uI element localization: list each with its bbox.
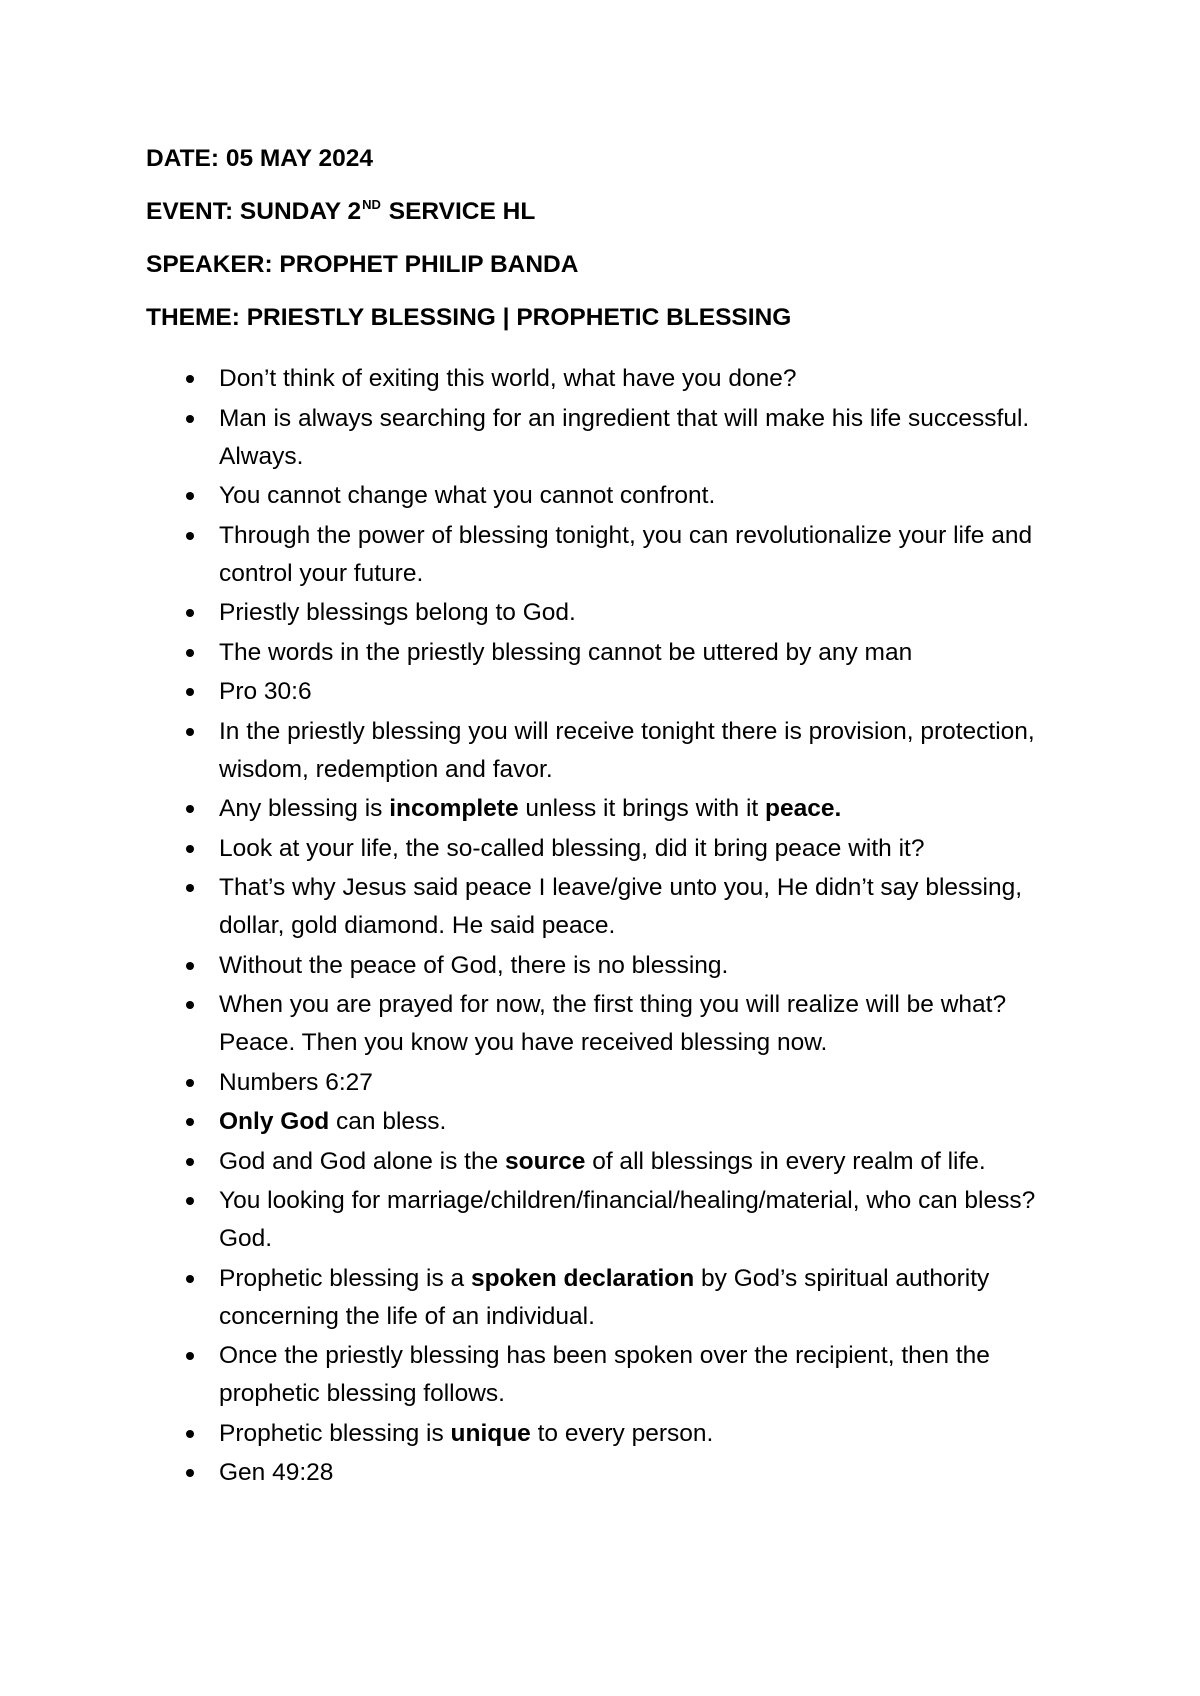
list-item-text: to every person. bbox=[530, 1419, 714, 1447]
list-item-text: You looking for marriage/children/financial/healing/material, who can bless? God. bbox=[219, 1187, 1036, 1252]
bullet-dot-icon bbox=[186, 1001, 194, 1009]
bullet-dot-icon bbox=[186, 1197, 194, 1205]
bullet-dot-icon bbox=[186, 532, 194, 540]
list-item-text: of all blessings in every realm of life. bbox=[585, 1147, 986, 1175]
bullet-dot-icon bbox=[186, 1118, 194, 1126]
list-item bbox=[146, 1415, 1066, 1453]
list-item-text: Look at your life, the so-called blessing, did it bring peace with it? bbox=[219, 834, 925, 862]
emphasis-text: source bbox=[505, 1147, 586, 1175]
list-item bbox=[146, 1337, 1066, 1413]
list-item bbox=[146, 477, 1066, 515]
list-item bbox=[146, 400, 1066, 476]
list-item bbox=[146, 1454, 1066, 1492]
event-ordinal-suffix: ND bbox=[362, 197, 381, 212]
list-item bbox=[146, 1143, 1066, 1181]
bullet-dot-icon bbox=[186, 728, 194, 736]
event-line bbox=[146, 197, 1106, 227]
emphasis-text: unique bbox=[450, 1419, 531, 1447]
list-item bbox=[146, 1064, 1066, 1102]
list-item-text: Gen 49:28 bbox=[219, 1459, 334, 1486]
list-item-text: by God’s spiritual authority concerning the life of an individual. bbox=[219, 1264, 990, 1330]
bullet-dot-icon bbox=[186, 415, 194, 423]
event-text: EVENT: SUNDAY 2 bbox=[146, 198, 362, 225]
bullet-dot-icon bbox=[186, 1158, 194, 1166]
list-item bbox=[146, 594, 1066, 632]
bullet-dot-icon bbox=[186, 805, 194, 813]
list-item-text: The words in the priestly blessing cannot be uttered by any man bbox=[219, 638, 913, 666]
list-item-text: That’s why Jesus said peace I leave/give unto you, He didn’t say blessing, dollar, gold diamond. He said peace. bbox=[219, 874, 1023, 939]
list-item bbox=[146, 830, 1066, 868]
list-item bbox=[146, 360, 1066, 398]
list-item bbox=[146, 947, 1066, 985]
bullet-dot-icon bbox=[186, 1469, 194, 1477]
list-item bbox=[146, 713, 1066, 789]
list-item bbox=[146, 517, 1066, 593]
list-item bbox=[146, 1103, 1066, 1141]
list-item-text: God and God alone is the bbox=[219, 1147, 506, 1175]
list-item-text: You cannot change what you cannot confront. bbox=[219, 482, 716, 509]
list-item-text: Through the power of blessing tonight, you can revolutionalize your life and control your future. bbox=[219, 521, 1033, 587]
list-item-text: Prophetic blessing is bbox=[219, 1419, 451, 1447]
list-item-text: In the priestly blessing you will receive tonight there is provision, protection, wisdom, redemption and favor. bbox=[219, 717, 1035, 783]
list-item-text: Once the priestly blessing has been spoken over the recipient, then the prophetic blessing follows. bbox=[219, 1342, 990, 1407]
bullet-dot-icon bbox=[186, 609, 194, 617]
bullet-dot-icon bbox=[186, 845, 194, 853]
list-item bbox=[146, 634, 1066, 672]
bullet-dot-icon bbox=[186, 375, 194, 383]
sermon-header bbox=[146, 144, 1106, 356]
emphasis-text: incomplete bbox=[389, 795, 519, 822]
list-item-text: Pro 30:6 bbox=[219, 678, 312, 705]
list-item-text: unless it brings with it bbox=[518, 795, 766, 822]
theme-line: THEME: PRIESTLY BLESSING | PROPHETIC BLESSING bbox=[146, 304, 792, 331]
list-item-text: When you are prayed for now, the first thing you will realize will be what? Peace. Then you know you have received blessing now. bbox=[219, 991, 1007, 1056]
list-item bbox=[146, 986, 1066, 1062]
emphasis-text: peace. bbox=[765, 795, 842, 822]
bullet-dot-icon bbox=[186, 688, 194, 696]
bullet-dot-icon bbox=[186, 1352, 194, 1360]
bullet-dot-icon bbox=[186, 1430, 194, 1438]
bullet-dot-icon bbox=[186, 1079, 194, 1087]
list-item-text: Any blessing is bbox=[219, 795, 390, 822]
list-item-text: Numbers 6:27 bbox=[219, 1068, 373, 1096]
bullet-dot-icon bbox=[186, 649, 194, 657]
list-item-text: Prophetic blessing is a bbox=[219, 1264, 471, 1292]
bullet-dot-icon bbox=[186, 492, 194, 500]
list-item-text: Without the peace of God, there is no blessing. bbox=[219, 951, 729, 979]
date-line: DATE: 05 MAY 2024 bbox=[146, 145, 373, 172]
list-item-text: Man is always searching for an ingredient that will make his life successful. Always. bbox=[219, 404, 1030, 470]
list-item-text: Priestly blessings belong to God. bbox=[219, 599, 576, 626]
list-item bbox=[146, 790, 1066, 828]
emphasis-text: Only God bbox=[219, 1108, 330, 1135]
emphasis-text: spoken declaration bbox=[470, 1264, 695, 1292]
list-item-text: Don’t think of exiting this world, what have you done? bbox=[219, 365, 797, 392]
bullet-dot-icon bbox=[186, 884, 194, 892]
speaker-line: SPEAKER: PROPHET PHILIP BANDA bbox=[146, 251, 579, 278]
list-item bbox=[146, 673, 1066, 711]
list-item bbox=[146, 869, 1066, 945]
sermon-notes-list bbox=[146, 360, 1066, 1494]
event-text-rest: SERVICE HL bbox=[381, 198, 536, 225]
list-item bbox=[146, 1182, 1066, 1258]
list-item-text: can bless. bbox=[329, 1108, 447, 1135]
bullet-dot-icon bbox=[186, 1275, 194, 1283]
bullet-dot-icon bbox=[186, 962, 194, 970]
list-item bbox=[146, 1260, 1066, 1336]
